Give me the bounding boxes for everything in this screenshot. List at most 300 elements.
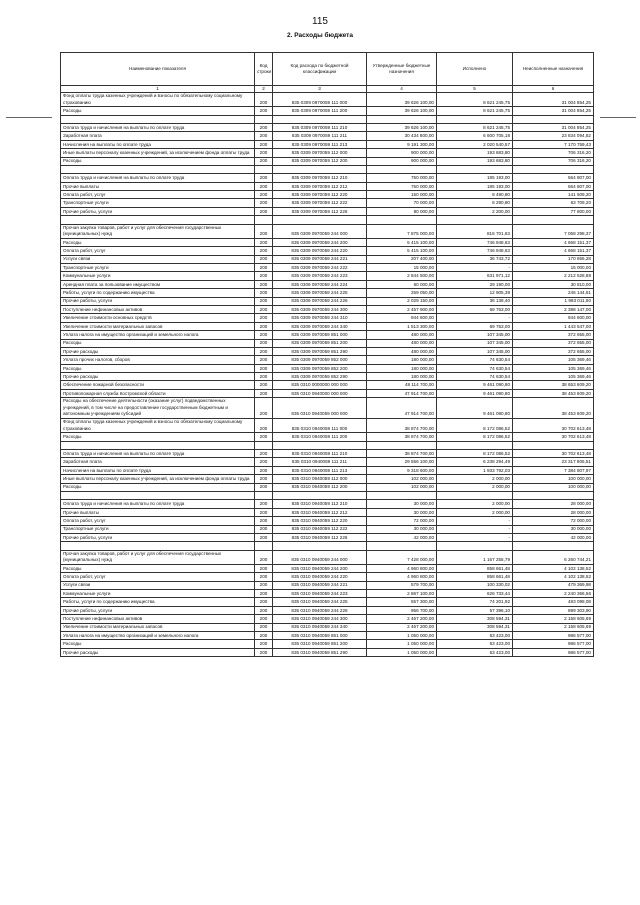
row-line-code: 200 xyxy=(255,632,273,640)
row-name: Обеспечение пожарной безопасности xyxy=(61,381,255,389)
row-approved: 956 700,00 xyxy=(367,606,437,614)
row-name: Прочие расходы xyxy=(61,347,255,355)
row-approved: 5 415 100,00 xyxy=(367,247,437,255)
row-classification-code: 835 0309 0970059 244 226 xyxy=(273,297,367,305)
row-line-code: 200 xyxy=(255,533,273,541)
row-classification-code: 835 0310 0940059 000 000 xyxy=(273,398,367,419)
row-unexecuted: 944 600,00 xyxy=(513,314,594,322)
row-classification-code: 835 0310 0940059 244 200 xyxy=(273,564,367,572)
row-classification-code: 835 0309 0970059 851 290 xyxy=(273,347,367,355)
row-executed: 193 683,80 xyxy=(437,149,513,157)
row-name: Уплата налога на имущество организаций и земельного налога xyxy=(61,632,255,640)
row-unexecuted: 170 656,28 xyxy=(513,255,594,263)
table-row xyxy=(61,165,594,173)
table-row xyxy=(61,517,594,525)
row-unexecuted: 6 260 744,21 xyxy=(513,550,594,564)
row-line-code: 200 xyxy=(255,207,273,215)
row-name: Уплата налога на имущество организаций и земельного налога xyxy=(61,331,255,339)
row-unexecuted: 72 000,00 xyxy=(513,517,594,525)
row-approved: 70 000,00 xyxy=(367,199,437,207)
table-row xyxy=(61,441,594,449)
row-approved: 900 000,00 xyxy=(367,149,437,157)
empty-cell xyxy=(437,542,513,550)
row-line-code: 200 xyxy=(255,381,273,389)
row-unexecuted: 479 369,98 xyxy=(513,581,594,589)
row-name: Транспортные услуги xyxy=(61,264,255,272)
row-name: Увеличение стоимости материальных запасов xyxy=(61,623,255,631)
row-unexecuted: 2 158 605,69 xyxy=(513,623,594,631)
row-classification-code: 835 0309 0970059 244 220 xyxy=(273,247,367,255)
table-row xyxy=(61,305,594,313)
row-classification-code: 835 0310 0940059 244 340 xyxy=(273,623,367,631)
table-row xyxy=(61,207,594,215)
column-number: 5 xyxy=(437,86,513,93)
empty-cell xyxy=(437,441,513,449)
row-unexecuted: 4 668 151,37 xyxy=(513,247,594,255)
row-line-code: 200 xyxy=(255,433,273,441)
table-row xyxy=(61,373,594,381)
row-name: Работы, услуги по содержанию имущества xyxy=(61,598,255,606)
row-approved: 47 914 700,00 xyxy=(367,398,437,419)
row-unexecuted: 28 000,00 xyxy=(513,508,594,516)
row-line-code: 200 xyxy=(255,322,273,330)
row-name: Оплата труда и начисления на выплаты по оплате труда xyxy=(61,174,255,182)
row-name: Уплата прочих налогов, сборов xyxy=(61,356,255,364)
row-approved: 180 000,00 xyxy=(367,356,437,364)
row-line-code: 200 xyxy=(255,289,273,297)
row-unexecuted: 7 170 759,43 xyxy=(513,140,594,148)
row-executed: 8 172 086,52 xyxy=(437,433,513,441)
row-executed: 2 000,00 xyxy=(437,475,513,483)
empty-cell xyxy=(255,491,273,499)
row-unexecuted: 7 384 807,97 xyxy=(513,466,594,474)
row-unexecuted: 63 709,20 xyxy=(513,199,594,207)
row-executed: 63 423,00 xyxy=(437,648,513,656)
row-executed: 9 461 090,80 xyxy=(437,389,513,397)
row-executed: 74 630,54 xyxy=(437,356,513,364)
row-classification-code: 835 0310 0940059 244 223 xyxy=(273,590,367,598)
empty-cell xyxy=(61,542,255,550)
empty-cell xyxy=(513,491,594,499)
table-row xyxy=(61,182,594,190)
row-line-code: 200 xyxy=(255,356,273,364)
row-classification-code: 835 0309 0970059 111 210 xyxy=(273,123,367,131)
row-unexecuted: 4 102 138,52 xyxy=(513,564,594,572)
row-approved: 102 000,00 xyxy=(367,483,437,491)
row-unexecuted: 986 577,00 xyxy=(513,648,594,656)
row-line-code: 200 xyxy=(255,525,273,533)
row-classification-code: 835 0309 0970059 244 200 xyxy=(273,238,367,246)
row-approved: 2 844 500,00 xyxy=(367,272,437,280)
row-executed: 74 201,92 xyxy=(437,598,513,606)
row-name: Услуги связи xyxy=(61,581,255,589)
empty-cell xyxy=(273,491,367,499)
row-name: Расходы xyxy=(61,433,255,441)
row-line-code: 200 xyxy=(255,466,273,474)
row-classification-code: 835 0309 0970059 244 221 xyxy=(273,255,367,263)
row-name: Расходы xyxy=(61,238,255,246)
empty-cell xyxy=(513,115,594,123)
row-line-code: 200 xyxy=(255,458,273,466)
row-classification-code: 835 0309 0970059 244 000 xyxy=(273,224,367,238)
empty-cell xyxy=(513,216,594,224)
row-executed: 2 000,00 xyxy=(437,500,513,508)
table-row xyxy=(61,564,594,572)
table-body xyxy=(61,93,594,657)
row-unexecuted: 4 668 151,37 xyxy=(513,238,594,246)
row-line-code: 200 xyxy=(255,280,273,288)
row-approved: 9 318 600,00 xyxy=(367,466,437,474)
table-row xyxy=(61,272,594,280)
row-name: Иные выплаты персоналу казенных учреждений, за исключением фонда оплаты труда xyxy=(61,475,255,483)
row-executed: 8 621 245,75 xyxy=(437,107,513,115)
table-row xyxy=(61,433,594,441)
table-row xyxy=(61,297,594,305)
table-row xyxy=(61,550,594,564)
row-approved: 259 050,00 xyxy=(367,289,437,297)
row-executed: 107 345,00 xyxy=(437,347,513,355)
row-name: Заработная плата xyxy=(61,458,255,466)
row-executed: 2 200,00 xyxy=(437,207,513,215)
empty-cell xyxy=(437,115,513,123)
row-approved: 5 415 100,00 xyxy=(367,238,437,246)
row-executed: 107 345,00 xyxy=(437,331,513,339)
row-line-code: 200 xyxy=(255,419,273,433)
table-row xyxy=(61,347,594,355)
row-executed: 858 661,48 xyxy=(437,564,513,572)
header-indicator-name: Наименование показателя xyxy=(61,53,255,86)
row-classification-code: 835 0309 0970059 111 213 xyxy=(273,140,367,148)
row-executed: 193 683,80 xyxy=(437,157,513,165)
row-approved: 7 875 000,00 xyxy=(367,224,437,238)
empty-cell xyxy=(367,165,437,173)
row-unexecuted: 2 240 366,56 xyxy=(513,590,594,598)
row-line-code: 200 xyxy=(255,272,273,280)
row-approved: 38 874 700,00 xyxy=(367,450,437,458)
row-classification-code: 835 0310 0940059 244 000 xyxy=(273,550,367,564)
table-row xyxy=(61,500,594,508)
row-executed: 816 701,63 xyxy=(437,224,513,238)
empty-cell xyxy=(367,441,437,449)
empty-cell xyxy=(513,542,594,550)
row-approved: 7 428 000,00 xyxy=(367,550,437,564)
empty-cell xyxy=(61,115,255,123)
row-executed: 12 905,39 xyxy=(437,289,513,297)
row-executed: 626 733,44 xyxy=(437,590,513,598)
row-unexecuted: 372 655,00 xyxy=(513,347,594,355)
row-name: Начисления на выплаты по оплате труда xyxy=(61,466,255,474)
table-row xyxy=(61,640,594,648)
row-line-code: 200 xyxy=(255,247,273,255)
row-name: Прочая закупка товаров, работ и услуг для обеспечения государственных (муниципальных) нужд xyxy=(61,550,255,564)
expenses-table xyxy=(60,52,594,657)
row-unexecuted: 30 702 613,48 xyxy=(513,433,594,441)
row-executed: 6 600 705,18 xyxy=(437,132,513,140)
row-unexecuted: 100 000,00 xyxy=(513,475,594,483)
row-name: Транспортные услуги xyxy=(61,525,255,533)
row-executed: 185 193,00 xyxy=(437,182,513,190)
row-name: Заработная плата xyxy=(61,132,255,140)
margin-mark-right xyxy=(600,117,636,118)
row-executed: 746 948,63 xyxy=(437,238,513,246)
row-classification-code: 835 0310 0940059 244 300 xyxy=(273,615,367,623)
row-line-code: 200 xyxy=(255,264,273,272)
table-row xyxy=(61,331,594,339)
row-classification-code: 835 0310 0940059 111 000 xyxy=(273,419,367,433)
row-classification-code: 835 0309 0970059 112 212 xyxy=(273,182,367,190)
row-classification-code: 835 0309 0970059 852 290 xyxy=(273,373,367,381)
row-unexecuted: 23 834 094,82 xyxy=(513,132,594,140)
margin-mark-left xyxy=(6,117,52,118)
row-name: Расходы xyxy=(61,564,255,572)
row-unexecuted: 105 369,46 xyxy=(513,373,594,381)
table-row xyxy=(61,598,594,606)
row-classification-code: 835 0309 0970059 851 200 xyxy=(273,339,367,347)
row-classification-code: 835 0309 0970059 244 300 xyxy=(273,305,367,313)
row-approved: 207 400,00 xyxy=(367,255,437,263)
column-number: 3 xyxy=(273,86,367,93)
empty-cell xyxy=(513,165,594,173)
row-unexecuted: 31 004 854,25 xyxy=(513,107,594,115)
table-row xyxy=(61,247,594,255)
column-number: 6 xyxy=(513,86,594,93)
row-approved: 29 556 100,00 xyxy=(367,458,437,466)
row-classification-code: 835 0310 0940059 111 200 xyxy=(273,433,367,441)
table-row xyxy=(61,648,594,656)
row-approved: 750 000,00 xyxy=(367,182,437,190)
row-line-code: 200 xyxy=(255,623,273,631)
column-number: 4 xyxy=(367,86,437,93)
row-classification-code: 835 0310 0940000 000 000 xyxy=(273,389,367,397)
row-executed: - xyxy=(437,533,513,541)
table-row xyxy=(61,140,594,148)
header-line-code: Код строки xyxy=(255,53,273,86)
row-name: Расходы xyxy=(61,364,255,372)
page-number: 115 xyxy=(312,16,328,27)
row-approved: 480 000,00 xyxy=(367,331,437,339)
table-row xyxy=(61,364,594,372)
row-approved: 557 300,00 xyxy=(367,598,437,606)
row-name: Поступление нефинансовых активов xyxy=(61,305,255,313)
row-approved: 1 050 000,00 xyxy=(367,640,437,648)
row-unexecuted: 1 443 547,00 xyxy=(513,322,594,330)
row-approved: 2 867 100,00 xyxy=(367,590,437,598)
row-executed: 308 594,31 xyxy=(437,615,513,623)
row-line-code: 200 xyxy=(255,364,273,372)
empty-cell xyxy=(437,491,513,499)
empty-cell xyxy=(437,216,513,224)
empty-cell xyxy=(255,115,273,123)
row-line-code: 200 xyxy=(255,640,273,648)
table-row xyxy=(61,314,594,322)
row-executed: 63 423,00 xyxy=(437,632,513,640)
row-name: Расходы на обеспечение деятельности (оказание услуг) подведомственных учреждений, в том числе на предоставление государственным бюджетным и автономным учреждениям субсидий xyxy=(61,398,255,419)
row-name: Увеличение стоимости материальных запасов xyxy=(61,322,255,330)
row-executed: 858 661,48 xyxy=(437,573,513,581)
header-classification-code: Код расхода по бюджетной классификации xyxy=(273,53,367,86)
row-name: Расходы xyxy=(61,640,255,648)
row-line-code: 200 xyxy=(255,564,273,572)
row-executed: 107 345,00 xyxy=(437,339,513,347)
row-line-code: 200 xyxy=(255,140,273,148)
empty-cell xyxy=(255,216,273,224)
row-classification-code: 835 0310 0940059 112 212 xyxy=(273,508,367,516)
table-row xyxy=(61,458,594,466)
header-approved: Утвержденные бюджетные назначения xyxy=(367,53,437,86)
row-name: Начисления на выплаты по оплате труда xyxy=(61,140,255,148)
row-classification-code: 835 0310 0940059 112 210 xyxy=(273,500,367,508)
row-classification-code: 835 0309 0970059 111 000 xyxy=(273,93,367,107)
empty-cell xyxy=(367,115,437,123)
table-row xyxy=(61,525,594,533)
row-classification-code: 835 0309 0970059 244 224 xyxy=(273,280,367,288)
row-line-code: 200 xyxy=(255,107,273,115)
empty-cell xyxy=(367,542,437,550)
row-line-code: 200 xyxy=(255,174,273,182)
row-name: Прочие выплаты xyxy=(61,182,255,190)
row-unexecuted: 28 000,00 xyxy=(513,500,594,508)
empty-cell xyxy=(513,441,594,449)
row-unexecuted: 15 000,00 xyxy=(513,264,594,272)
row-classification-code: 835 0310 0000000 000 000 xyxy=(273,381,367,389)
row-executed: 2 000,00 xyxy=(437,508,513,516)
row-name: Иные выплаты персоналу казенных учреждений, за исключением фонда оплаты труда xyxy=(61,149,255,157)
header-unexecuted: Неисполненные назначения xyxy=(513,53,594,86)
row-unexecuted: 30 810,00 xyxy=(513,280,594,288)
row-line-code: 200 xyxy=(255,500,273,508)
row-name: Прочие расходы xyxy=(61,373,255,381)
row-line-code: 200 xyxy=(255,517,273,525)
row-executed: - xyxy=(437,525,513,533)
row-executed: 100 330,02 xyxy=(437,581,513,589)
row-line-code: 200 xyxy=(255,550,273,564)
row-classification-code: 835 0310 0940059 112 226 xyxy=(273,533,367,541)
row-classification-code: 835 0309 0970059 852 200 xyxy=(273,364,367,372)
table-row xyxy=(61,93,594,107)
row-approved: 9 191 300,00 xyxy=(367,140,437,148)
section-title: 2. Расходы бюджета xyxy=(287,32,353,39)
row-executed: - xyxy=(437,517,513,525)
row-classification-code: 835 0310 0940059 111 211 xyxy=(273,458,367,466)
row-line-code: 200 xyxy=(255,199,273,207)
table-row xyxy=(61,224,594,238)
row-line-code: 200 xyxy=(255,508,273,516)
table-row xyxy=(61,389,594,397)
row-name: Поступление нефинансовых активов xyxy=(61,615,255,623)
table-row xyxy=(61,191,594,199)
row-unexecuted: 38 453 609,20 xyxy=(513,389,594,397)
row-approved: 579 700,00 xyxy=(367,581,437,589)
row-classification-code: 835 0310 0940059 244 220 xyxy=(273,573,367,581)
row-classification-code: 835 0309 0970059 112 200 xyxy=(273,157,367,165)
row-approved: 39 626 100,00 xyxy=(367,107,437,115)
row-unexecuted: 30 000,00 xyxy=(513,525,594,533)
row-unexecuted: 706 316,20 xyxy=(513,157,594,165)
row-approved: 47 914 700,00 xyxy=(367,389,437,397)
row-line-code: 200 xyxy=(255,182,273,190)
row-approved: 30 000,00 xyxy=(367,500,437,508)
table-row xyxy=(61,450,594,458)
row-unexecuted: 23 317 805,51 xyxy=(513,458,594,466)
empty-cell xyxy=(61,216,255,224)
row-unexecuted: 899 303,90 xyxy=(513,606,594,614)
row-classification-code: 835 0310 0940059 851 290 xyxy=(273,648,367,656)
row-classification-code: 835 0309 0970059 111 211 xyxy=(273,132,367,140)
row-name: Расходы xyxy=(61,483,255,491)
row-approved: 2 457 900,00 xyxy=(367,305,437,313)
row-approved: 1 050 000,00 xyxy=(367,632,437,640)
row-line-code: 200 xyxy=(255,648,273,656)
row-line-code: 200 xyxy=(255,373,273,381)
row-classification-code: 835 0309 0970059 852 000 xyxy=(273,356,367,364)
row-line-code: 200 xyxy=(255,389,273,397)
table-row xyxy=(61,322,594,330)
row-unexecuted: 372 655,00 xyxy=(513,331,594,339)
row-approved: 180 000,00 xyxy=(367,364,437,372)
row-executed: 63 423,00 xyxy=(437,640,513,648)
row-executed: - xyxy=(437,314,513,322)
row-line-code: 200 xyxy=(255,297,273,305)
row-executed: 74 630,54 xyxy=(437,373,513,381)
table-row xyxy=(61,475,594,483)
row-name: Транспортные услуги xyxy=(61,199,255,207)
row-executed: 2 020 540,57 xyxy=(437,140,513,148)
row-line-code: 200 xyxy=(255,191,273,199)
row-line-code: 200 xyxy=(255,598,273,606)
row-unexecuted: 7 058 298,37 xyxy=(513,224,594,238)
row-classification-code: 835 0309 0970059 111 200 xyxy=(273,107,367,115)
table-row xyxy=(61,615,594,623)
row-name: Прочие работы, услуги xyxy=(61,297,255,305)
table-row xyxy=(61,381,594,389)
table-row xyxy=(61,115,594,123)
row-name: Прочая закупка товаров, работ и услуг для обеспечения государственных (муниципальных) нужд xyxy=(61,224,255,238)
row-line-code: 200 xyxy=(255,450,273,458)
table-row xyxy=(61,632,594,640)
table-row xyxy=(61,264,594,272)
table-row xyxy=(61,466,594,474)
row-executed: 69 753,00 xyxy=(437,305,513,313)
row-unexecuted: 105 369,46 xyxy=(513,356,594,364)
empty-cell xyxy=(273,115,367,123)
row-classification-code: 835 0309 0970059 244 310 xyxy=(273,314,367,322)
row-approved: 480 000,00 xyxy=(367,339,437,347)
table-row xyxy=(61,238,594,246)
row-executed: 9 461 090,80 xyxy=(437,381,513,389)
row-classification-code: 835 0310 0940059 112 220 xyxy=(273,517,367,525)
row-unexecuted: 42 000,00 xyxy=(513,533,594,541)
table-row xyxy=(61,581,594,589)
row-approved: 30 000,00 xyxy=(367,508,437,516)
row-name: Оплата труда и начисления на выплаты по оплате труда xyxy=(61,500,255,508)
empty-cell xyxy=(273,216,367,224)
row-executed: 57 396,10 xyxy=(437,606,513,614)
row-executed: 185 193,00 xyxy=(437,174,513,182)
row-unexecuted: 31 004 854,25 xyxy=(513,93,594,107)
row-unexecuted: 1 993 011,60 xyxy=(513,297,594,305)
row-name: Оплата работ, услуг xyxy=(61,247,255,255)
empty-cell xyxy=(273,441,367,449)
row-line-code: 200 xyxy=(255,331,273,339)
row-name: Прочие выплаты xyxy=(61,508,255,516)
row-name: Коммунальные услуги xyxy=(61,590,255,598)
row-approved: 150 000,00 xyxy=(367,191,437,199)
table-row xyxy=(61,590,594,598)
header-executed: Исполнено xyxy=(437,53,513,86)
row-executed: 746 948,63 xyxy=(437,247,513,255)
row-classification-code: 835 0310 0940059 244 225 xyxy=(273,598,367,606)
row-name: Фонд оплаты труда казенных учреждений и взносы по обязательному социальному страхованию xyxy=(61,419,255,433)
